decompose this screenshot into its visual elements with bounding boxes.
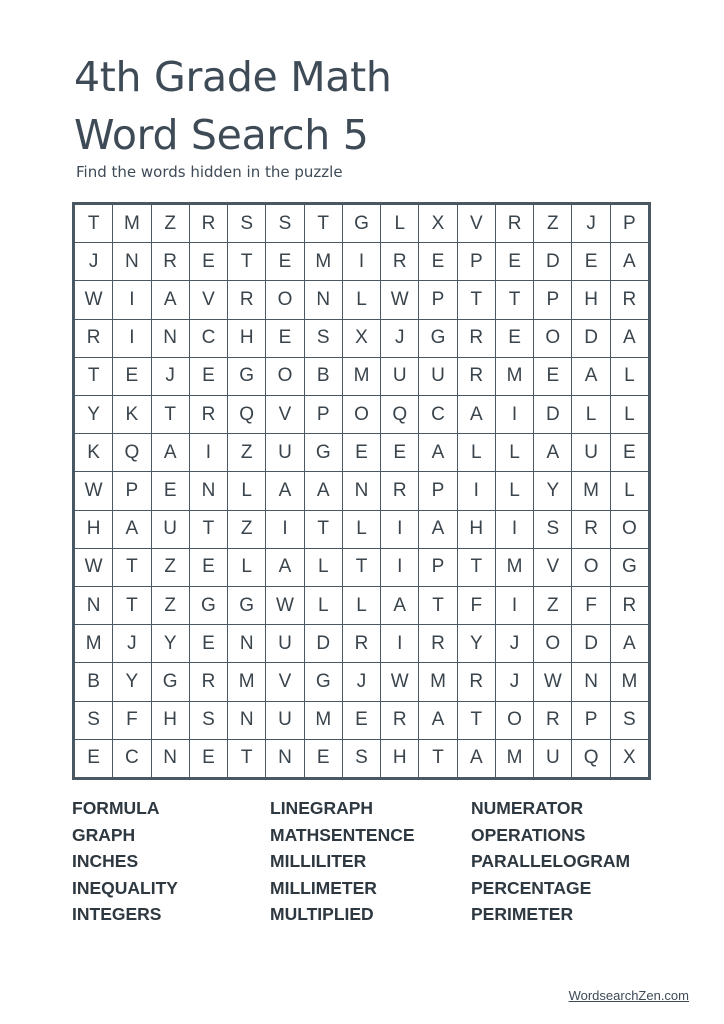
- grid-cell: S: [611, 702, 648, 739]
- word-list-item: MULTIPLIED: [270, 904, 374, 925]
- grid-cell: T: [228, 740, 265, 777]
- grid-cell: N: [228, 702, 265, 739]
- grid-cell: M: [343, 358, 380, 395]
- grid-cell: E: [496, 243, 533, 280]
- grid-cell: I: [343, 243, 380, 280]
- grid-cell: W: [381, 281, 418, 318]
- grid-cell: V: [266, 396, 303, 433]
- word-list-item: PARALLELOGRAM: [471, 851, 631, 872]
- grid-cell: T: [419, 587, 456, 624]
- grid-cell: L: [381, 205, 418, 242]
- grid-cell: L: [228, 549, 265, 586]
- grid-cell: E: [381, 434, 418, 471]
- grid-cell: L: [228, 472, 265, 509]
- grid-cell: T: [496, 281, 533, 318]
- grid-cell: A: [534, 434, 571, 471]
- grid-cell: B: [305, 358, 342, 395]
- grid-cell: N: [266, 740, 303, 777]
- grid-cell: P: [572, 702, 609, 739]
- grid-cell: I: [266, 511, 303, 548]
- grid-cell: Z: [228, 511, 265, 548]
- grid-cell: O: [266, 358, 303, 395]
- grid-cell: G: [305, 434, 342, 471]
- grid-cell: H: [458, 511, 495, 548]
- grid-cell: H: [152, 702, 189, 739]
- grid-cell: I: [458, 472, 495, 509]
- word-list-item: INEQUALITY: [72, 877, 178, 898]
- grid-cell: F: [572, 587, 609, 624]
- grid-cell: J: [113, 625, 150, 662]
- grid-cell: M: [611, 663, 648, 700]
- grid-cell: J: [75, 243, 112, 280]
- grid-cell: R: [152, 243, 189, 280]
- grid-cell: U: [266, 702, 303, 739]
- footer-link[interactable]: WordsearchZen.com: [568, 988, 689, 1003]
- grid-cell: L: [458, 434, 495, 471]
- grid-cell: L: [572, 396, 609, 433]
- grid-cell: R: [381, 243, 418, 280]
- grid-cell: U: [534, 740, 571, 777]
- grid-cell: N: [572, 663, 609, 700]
- grid-cell: A: [152, 434, 189, 471]
- grid-cell: A: [152, 281, 189, 318]
- grid-cell: R: [381, 472, 418, 509]
- word-list-item: PERCENTAGE: [471, 877, 592, 898]
- word-list-item: OPERATIONS: [471, 824, 586, 845]
- grid-cell: C: [113, 740, 150, 777]
- grid-cell: M: [75, 625, 112, 662]
- grid-cell: J: [381, 320, 418, 357]
- grid-cell: D: [305, 625, 342, 662]
- grid-cell: K: [75, 434, 112, 471]
- grid-cell: B: [75, 663, 112, 700]
- grid-cell: O: [534, 625, 571, 662]
- grid-cell: G: [190, 587, 227, 624]
- grid-cell: R: [458, 358, 495, 395]
- word-list-item: INCHES: [72, 851, 139, 872]
- grid-cell: Z: [152, 205, 189, 242]
- grid-cell: I: [496, 396, 533, 433]
- word-list-item: INTEGERS: [72, 904, 162, 925]
- grid-cell: A: [419, 702, 456, 739]
- grid-cell: L: [611, 472, 648, 509]
- grid-cell: Y: [534, 472, 571, 509]
- grid-cell: P: [419, 281, 456, 318]
- grid-cell: P: [611, 205, 648, 242]
- grid-cell: T: [113, 549, 150, 586]
- grid-cell: I: [190, 434, 227, 471]
- grid-cell: T: [190, 511, 227, 548]
- grid-cell: W: [534, 663, 571, 700]
- grid-cell: N: [113, 243, 150, 280]
- grid-cell: E: [266, 243, 303, 280]
- grid-cell: I: [113, 281, 150, 318]
- grid-cell: C: [419, 396, 456, 433]
- grid-cell: S: [75, 702, 112, 739]
- grid-cell: L: [611, 358, 648, 395]
- grid-cell: E: [419, 243, 456, 280]
- grid-cell: A: [572, 358, 609, 395]
- grid-cell: L: [343, 511, 380, 548]
- grid-cell: P: [113, 472, 150, 509]
- grid-cell: R: [190, 205, 227, 242]
- grid-cell: T: [305, 511, 342, 548]
- grid-cell: J: [496, 663, 533, 700]
- grid-cell: E: [113, 358, 150, 395]
- grid-cell: E: [190, 243, 227, 280]
- grid-cell: E: [190, 358, 227, 395]
- grid-cell: A: [458, 740, 495, 777]
- grid-cell: F: [113, 702, 150, 739]
- grid-cell: X: [611, 740, 648, 777]
- grid-cell: R: [458, 320, 495, 357]
- grid-cell: H: [75, 511, 112, 548]
- grid-cell: L: [343, 281, 380, 318]
- grid-cell: H: [572, 281, 609, 318]
- grid-cell: O: [611, 511, 648, 548]
- grid-cell: T: [75, 205, 112, 242]
- grid-cell: R: [419, 625, 456, 662]
- grid-cell: Z: [152, 587, 189, 624]
- grid-cell: E: [305, 740, 342, 777]
- grid-cell: S: [305, 320, 342, 357]
- grid-cell: U: [266, 434, 303, 471]
- word-column: [72, 795, 178, 928]
- grid-cell: W: [381, 663, 418, 700]
- grid-cell: R: [496, 205, 533, 242]
- title-line-2: Word Search 5: [74, 111, 369, 159]
- grid-cell: R: [381, 702, 418, 739]
- grid-cell: R: [572, 511, 609, 548]
- grid-cell: O: [343, 396, 380, 433]
- grid-cell: C: [190, 320, 227, 357]
- grid-cell: N: [343, 472, 380, 509]
- grid-cell: N: [305, 281, 342, 318]
- grid-cell: A: [611, 320, 648, 357]
- grid-cell: T: [152, 396, 189, 433]
- grid-cell: E: [343, 702, 380, 739]
- grid-cell: M: [305, 702, 342, 739]
- grid-cell: R: [75, 320, 112, 357]
- grid-cell: Q: [572, 740, 609, 777]
- grid-cell: N: [190, 472, 227, 509]
- grid-cell: U: [572, 434, 609, 471]
- grid-cell: P: [419, 472, 456, 509]
- grid-cell: X: [343, 320, 380, 357]
- grid-cell: S: [266, 205, 303, 242]
- grid-cell: V: [534, 549, 571, 586]
- grid-cell: A: [611, 625, 648, 662]
- grid-cell: L: [305, 587, 342, 624]
- grid-cell: P: [305, 396, 342, 433]
- grid-cell: E: [572, 243, 609, 280]
- grid-cell: P: [534, 281, 571, 318]
- grid-cell: R: [611, 281, 648, 318]
- grid-cell: A: [419, 434, 456, 471]
- grid-cell: M: [496, 740, 533, 777]
- grid-cell: T: [228, 243, 265, 280]
- grid-cell: L: [343, 587, 380, 624]
- grid-cell: U: [381, 358, 418, 395]
- grid-cell: A: [458, 396, 495, 433]
- grid-cell: E: [266, 320, 303, 357]
- grid-cell: T: [458, 702, 495, 739]
- grid-cell: I: [381, 625, 418, 662]
- page-title: [74, 48, 674, 164]
- grid-cell: V: [266, 663, 303, 700]
- grid-cell: Y: [458, 625, 495, 662]
- grid-cell: E: [152, 472, 189, 509]
- grid-cell: P: [458, 243, 495, 280]
- grid-cell: I: [381, 549, 418, 586]
- grid-cell: L: [611, 396, 648, 433]
- letter-grid: [72, 202, 651, 780]
- grid-cell: M: [305, 243, 342, 280]
- grid-cell: I: [496, 511, 533, 548]
- grid-cell: D: [572, 320, 609, 357]
- grid-cell: A: [419, 511, 456, 548]
- grid-cell: T: [419, 740, 456, 777]
- grid-cell: W: [75, 549, 112, 586]
- grid-cell: S: [534, 511, 571, 548]
- grid-cell: N: [152, 320, 189, 357]
- grid-cell: S: [343, 740, 380, 777]
- grid-cell: O: [496, 702, 533, 739]
- title-line-1: 4th Grade Math: [74, 53, 392, 101]
- grid-cell: I: [496, 587, 533, 624]
- grid-cell: S: [190, 702, 227, 739]
- grid-cell: E: [343, 434, 380, 471]
- grid-cell: G: [228, 358, 265, 395]
- grid-cell: J: [572, 205, 609, 242]
- grid-cell: G: [419, 320, 456, 357]
- grid-cell: O: [534, 320, 571, 357]
- grid-cell: R: [611, 587, 648, 624]
- grid-cell: E: [496, 320, 533, 357]
- word-column: [471, 795, 630, 928]
- grid-cell: D: [534, 243, 571, 280]
- grid-cell: Z: [152, 549, 189, 586]
- grid-cell: Q: [228, 396, 265, 433]
- grid-cell: G: [611, 549, 648, 586]
- grid-cell: Q: [113, 434, 150, 471]
- grid-cell: R: [458, 663, 495, 700]
- grid-cell: D: [572, 625, 609, 662]
- grid-cell: M: [228, 663, 265, 700]
- grid-cell: A: [611, 243, 648, 280]
- grid-cell: N: [75, 587, 112, 624]
- grid-cell: A: [305, 472, 342, 509]
- grid-cell: I: [381, 511, 418, 548]
- grid-cell: V: [458, 205, 495, 242]
- grid-cell: M: [496, 358, 533, 395]
- grid-cell: A: [113, 511, 150, 548]
- grid-cell: I: [113, 320, 150, 357]
- word-list-item: MILLILITER: [270, 851, 367, 872]
- grid-cell: L: [305, 549, 342, 586]
- grid-cell: O: [266, 281, 303, 318]
- grid-cell: L: [496, 434, 533, 471]
- grid-cell: U: [419, 358, 456, 395]
- grid-cell: E: [534, 358, 571, 395]
- grid-cell: U: [152, 511, 189, 548]
- grid-cell: G: [152, 663, 189, 700]
- grid-cell: M: [572, 472, 609, 509]
- grid-cell: M: [113, 205, 150, 242]
- grid-cell: E: [190, 625, 227, 662]
- grid-cell: Z: [534, 587, 571, 624]
- grid-cell: A: [266, 549, 303, 586]
- grid-cell: E: [190, 740, 227, 777]
- grid-cell: E: [611, 434, 648, 471]
- grid-cell: T: [458, 549, 495, 586]
- grid-cell: T: [75, 358, 112, 395]
- word-list-item: LINEGRAPH: [270, 798, 374, 818]
- grid-cell: W: [75, 281, 112, 318]
- grid-cell: W: [75, 472, 112, 509]
- grid-cell: O: [572, 549, 609, 586]
- grid-cell: L: [496, 472, 533, 509]
- word-list-item: GRAPH: [72, 824, 136, 845]
- grid-cell: D: [534, 396, 571, 433]
- grid-cell: Z: [534, 205, 571, 242]
- grid-cell: U: [266, 625, 303, 662]
- grid-cell: K: [113, 396, 150, 433]
- grid-cell: M: [419, 663, 456, 700]
- word-list-item: MATHSENTENCE: [270, 824, 415, 845]
- grid-cell: A: [266, 472, 303, 509]
- grid-cell: P: [419, 549, 456, 586]
- grid-cell: J: [152, 358, 189, 395]
- grid-cell: T: [458, 281, 495, 318]
- word-list-item: MILLIMETER: [270, 877, 377, 898]
- word-list-item: NUMERATOR: [471, 798, 584, 818]
- grid-cell: R: [190, 396, 227, 433]
- grid-cell: Y: [113, 663, 150, 700]
- grid-cell: H: [381, 740, 418, 777]
- word-column: [270, 795, 415, 928]
- grid-cell: N: [152, 740, 189, 777]
- grid-cell: E: [75, 740, 112, 777]
- grid-cell: E: [190, 549, 227, 586]
- grid-cell: V: [190, 281, 227, 318]
- grid-cell: G: [343, 205, 380, 242]
- grid-cell: J: [496, 625, 533, 662]
- grid-cell: T: [305, 205, 342, 242]
- grid-cell: H: [228, 320, 265, 357]
- grid-cell: T: [113, 587, 150, 624]
- grid-cell: R: [343, 625, 380, 662]
- grid-cell: R: [228, 281, 265, 318]
- grid-cell: W: [266, 587, 303, 624]
- grid-cell: X: [419, 205, 456, 242]
- subtitle: Find the words hidden in the puzzle: [76, 163, 343, 181]
- grid-cell: R: [190, 663, 227, 700]
- grid-cell: T: [343, 549, 380, 586]
- grid-cell: Z: [228, 434, 265, 471]
- grid-cell: G: [228, 587, 265, 624]
- grid-cell: S: [228, 205, 265, 242]
- word-list-item: FORMULA: [72, 798, 160, 818]
- word-list-item: PERIMETER: [471, 904, 574, 925]
- grid-cell: Y: [75, 396, 112, 433]
- grid-cell: G: [305, 663, 342, 700]
- grid-cell: N: [228, 625, 265, 662]
- grid-cell: J: [343, 663, 380, 700]
- grid-cell: Y: [152, 625, 189, 662]
- grid-cell: F: [458, 587, 495, 624]
- grid-cell: A: [381, 587, 418, 624]
- grid-cell: Q: [381, 396, 418, 433]
- grid-cell: R: [534, 702, 571, 739]
- grid-cell: M: [496, 549, 533, 586]
